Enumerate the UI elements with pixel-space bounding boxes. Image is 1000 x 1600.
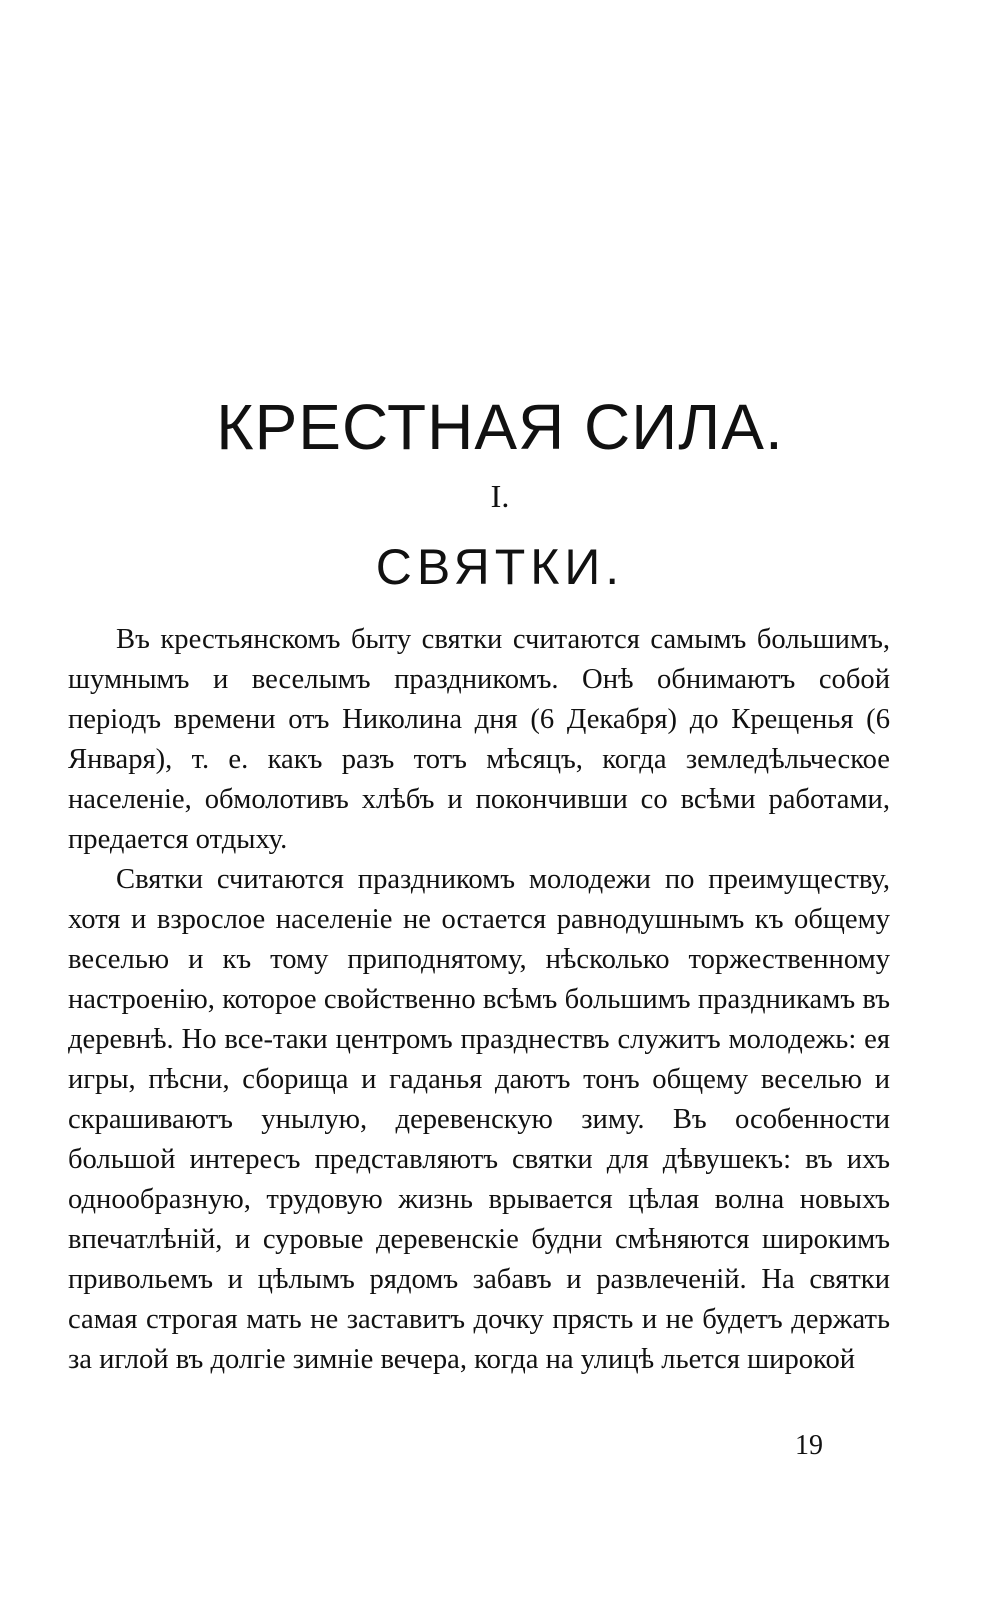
chapter-title: СВЯТКИ. bbox=[375, 539, 625, 595]
paragraph-2: Святки считаются праздникомъ молодежи по преимуществу, хотя и взрослое населеніе не остается равнодушнымъ къ общему веселью и къ тому приподнятому, нѣсколько торжественному настроенію, которое свойственно всѣмъ большимъ праздникамъ въ деревнѣ. Но все-таки центромъ празднествъ служитъ молодежь: ея игры, пѣсни, сборища и гаданья даютъ тонъ общему веселью и скрашиваютъ унылую, деревенскую зиму. Въ особенности большой интересъ представляютъ святки для дѣвушекъ: въ ихъ однообразную, трудовую жизнь врывается цѣлая волна новыхъ впечатлѣній, и суровые деревенскіе будни смѣняются широкимъ привольемъ и цѣлымъ рядомъ забавъ и развлеченій. На святки самая строгая мать не заставитъ дочку прясть и не будетъ держать за иглой въ долгіе зимніе вечера, когда на улицѣ льется широкой bbox=[68, 864, 890, 1375]
body-text bbox=[68, 620, 890, 1380]
chapter-number: I. bbox=[490, 478, 510, 514]
paragraph-1: Въ крестьянскомъ быту святки считаются самымъ большимъ, шумнымъ и веселымъ праздникомъ. Онѣ обнимаютъ собой періодъ времени отъ Николина дня (6 Декабря) до Крещенья (6 Января), т. е. какъ разъ тотъ мѣсяцъ, когда земледѣльческое населеніе, обмолотивъ хлѣбъ и покончивши со всѣми работами, предается отдыху. bbox=[68, 624, 890, 855]
page-number: 19 bbox=[795, 1430, 823, 1461]
main-title: КРЕСТНАЯ СИЛА. bbox=[216, 391, 784, 463]
